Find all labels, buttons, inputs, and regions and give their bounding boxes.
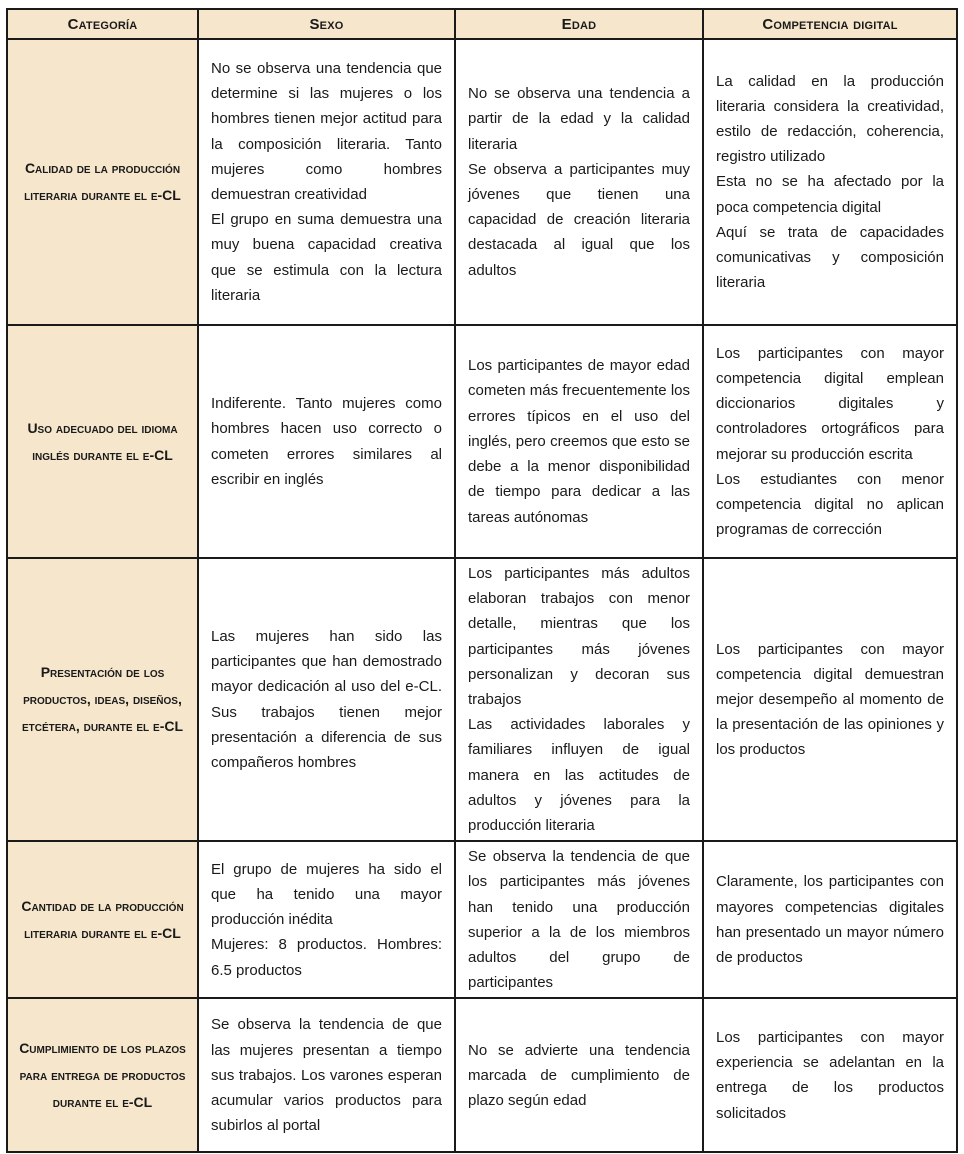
category-cell: Cantidad de la producción literaria durante el e-CL	[7, 841, 198, 998]
cell-paragraph: Mujeres: 8 productos. Hombres: 6.5 productos	[211, 936, 442, 979]
edad-cell	[455, 998, 703, 1152]
cell-paragraph: Se observa la tendencia de que los participantes más jóvenes han tenido una producción superior a la de los miembros adultos del grupo de participantes	[468, 848, 690, 992]
cell-paragraph: El grupo en suma demuestra una muy buena capacidad creativa que se estimula con la lectura literaria	[211, 211, 442, 304]
header-categoria: Categoría	[7, 9, 198, 39]
cell-paragraph: Indiferente. Tanto mujeres como hombres hacen uso correcto o cometen errores similares al escribir en inglés	[211, 395, 442, 488]
cell-paragraph: No se observa una tendencia que determine si las mujeres o los hombres tienen mejor actitud para la composición literaria. Tanto mujeres como hombres demuestran creatividad	[211, 59, 442, 203]
cell-paragraph: Los estudiantes con menor competencia digital no aplican programas de corrección	[716, 470, 944, 539]
cell-paragraph: Aquí se trata de capacidades comunicativas y composición literaria	[716, 223, 944, 292]
competencia-cell	[703, 841, 957, 998]
edad-cell	[455, 841, 703, 998]
table-row	[7, 558, 957, 841]
sexo-cell	[198, 841, 455, 998]
category-cell: Cumplimiento de los plazos para entrega de productos durante el e-CL	[7, 998, 198, 1152]
table-row	[7, 325, 957, 558]
competencia-cell	[703, 39, 957, 325]
cell-paragraph: No se advierte una tendencia marcada de cumplimiento de plazo según edad	[468, 1041, 690, 1110]
sexo-cell	[198, 558, 455, 841]
table-row	[7, 998, 957, 1152]
cell-paragraph: Los participantes con mayor competencia digital demuestran mejor desempeño al momento de la presentación de las opiniones y los productos	[716, 640, 944, 759]
category-cell: Uso adecuado del idioma inglés durante el e-CL	[7, 325, 198, 558]
cell-paragraph: Los participantes más adultos elaboran trabajos con menor detalle, mientras que los participantes más jóvenes personalizan y decoran sus trabajos	[468, 565, 690, 709]
category-cell: Presentación de los productos, ideas, diseños, etcétera, durante el e-CL	[7, 558, 198, 841]
cell-paragraph: Se observa la tendencia de que las mujeres presentan a tiempo sus trabajos. Los varones esperan acumular varios productos para subirlos al portal	[211, 1016, 442, 1135]
edad-cell	[455, 325, 703, 558]
edad-cell	[455, 558, 703, 841]
header-edad: Edad	[455, 9, 703, 39]
cell-paragraph: La calidad en la producción literaria considera la creatividad, estilo de redacción, coherencia, registro utilizado	[716, 72, 944, 166]
cell-paragraph: Las actividades laborales y familiares influyen de igual manera en las actitudes de adultos y jóvenes para la producción literaria	[468, 716, 690, 835]
table-row	[7, 39, 957, 325]
header-sexo: Sexo	[198, 9, 455, 39]
sexo-cell	[198, 998, 455, 1152]
sexo-cell	[198, 39, 455, 325]
competencia-cell	[703, 558, 957, 841]
cell-paragraph: Los participantes con mayor experiencia se adelantan en la entrega de los productos solicitados	[716, 1029, 944, 1122]
cell-paragraph: Las mujeres han sido las participantes que han demostrado mayor dedicación al uso del e-CL. Sus trabajos tienen mejor presentación a diferencia de sus compañeros hombres	[211, 628, 442, 772]
cell-paragraph: No se observa una tendencia a partir de la edad y la calidad literaria	[468, 85, 690, 153]
header-competencia-digital: Competencia digital	[703, 9, 957, 39]
cell-paragraph: Los participantes con mayor competencia digital emplean diccionarios digitales y controladores ortográficos para mejorar su producción escrita	[716, 344, 944, 463]
cell-paragraph: Se observa a participantes muy jóvenes que tienen una capacidad de creación literaria destacada al igual que los adultos	[468, 160, 690, 279]
table-row	[7, 841, 957, 998]
cell-paragraph: Los participantes de mayor edad cometen más frecuentemente los errores típicos en el uso del inglés, pero creemos que esto se debe a la menor disponibilidad de tiempo para dedicar a las tareas autónomas	[468, 357, 690, 526]
comparison-table-container	[6, 8, 956, 1153]
cell-paragraph: Esta no se ha afectado por la poca competencia digital	[716, 173, 944, 216]
header-row	[7, 9, 957, 39]
cell-paragraph: Claramente, los participantes con mayores competencias digitales han presentado un mayor número de productos	[716, 873, 944, 967]
cell-paragraph: El grupo de mujeres ha sido el que ha tenido una mayor producción inédita	[211, 860, 442, 929]
competencia-cell	[703, 325, 957, 558]
comparison-table	[6, 8, 958, 1153]
sexo-cell	[198, 325, 455, 558]
edad-cell	[455, 39, 703, 325]
category-cell: Calidad de la producción literaria durante el e-CL	[7, 39, 198, 325]
competencia-cell	[703, 998, 957, 1152]
